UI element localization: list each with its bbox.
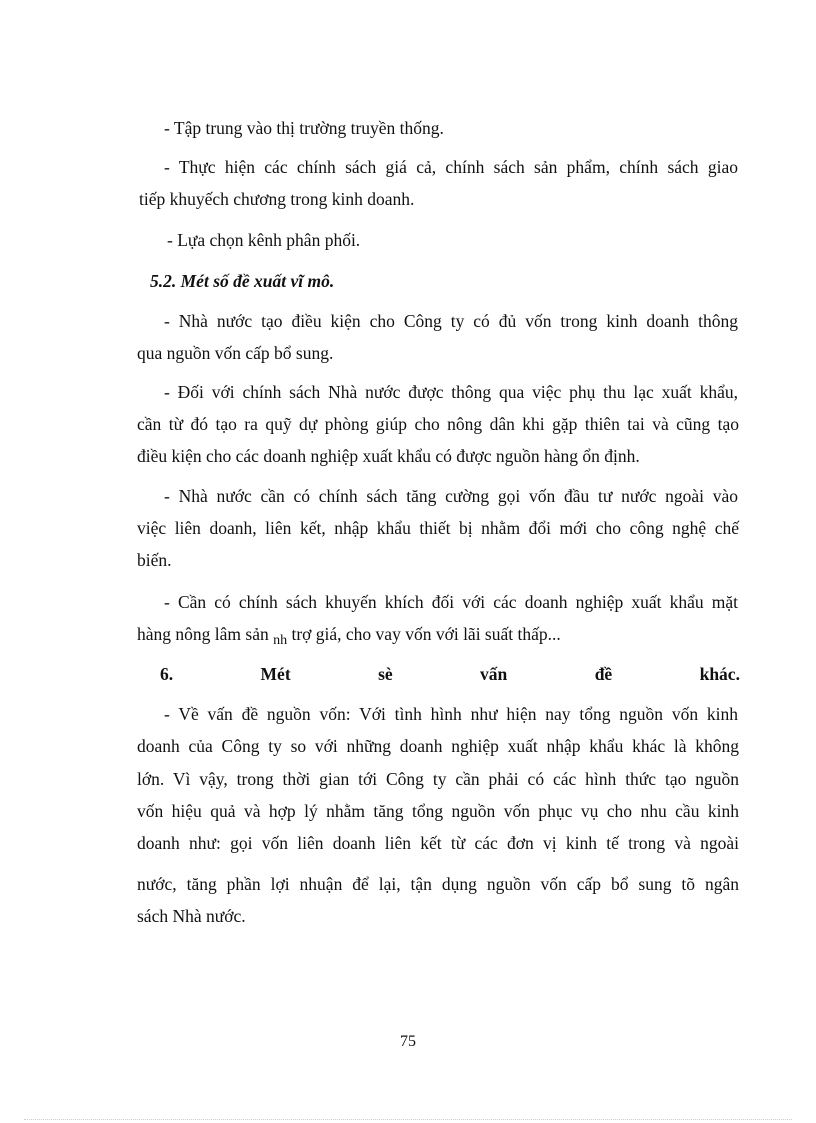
paragraph-line: lớn. Vì vậy, trong thời gian tới Công ty cần phải có các hình thức tạo nguồn: [137, 769, 739, 789]
section-heading-6: [160, 662, 740, 686]
heading-word: Mét: [260, 664, 291, 684]
paragraph-line: - Nhà nước cần có chính sách tăng cường gọi vốn đầu tư nước ngoài vào: [164, 486, 738, 506]
page-bottom-rule: [24, 1119, 792, 1120]
text-segment: hàng nông lâm sản: [137, 624, 269, 644]
paragraph-line: cần từ đó tạo ra quỹ dự phòng giúp cho nông dân khi gặp thiên tai và cũng tạo: [137, 414, 739, 434]
paragraph-line-with-subscript: [137, 622, 739, 649]
page-number: 75: [400, 1033, 416, 1050]
paragraph-line: doanh của Công ty so với những doanh nghiệp xuất nhập khẩu khác là không: [137, 736, 739, 756]
heading-word: 6.: [160, 664, 174, 684]
subscript-fragment: nh: [273, 633, 288, 648]
section-heading-5-2: 5.2. Mét số đề xuất vĩ mô.: [150, 271, 335, 291]
text-segment: trợ giá, cho vay vốn với lãi suất thấp...: [291, 624, 561, 644]
paragraph-line: - Lựa chọn kênh phân phối.: [167, 230, 361, 250]
heading-word: sè: [378, 664, 393, 684]
paragraph-line: doanh như: gọi vốn liên doanh liên kết từ các đơn vị kinh tế trong và ngoài: [137, 833, 739, 853]
paragraph-line: - Thực hiện các chính sách giá cả, chính sách sản phẩm, chính sách giao: [164, 157, 738, 177]
paragraph-line: qua nguồn vốn cấp bổ sung.: [137, 343, 334, 363]
paragraph-line: biến.: [137, 550, 172, 570]
paragraph-line: - Cần có chính sách khuyến khích đối với các doanh nghiệp xuất khẩu mặt: [164, 592, 738, 612]
paragraph-line: - Về vấn đề nguồn vốn: Với tình hình như hiện nay tổng nguồn vốn kinh: [164, 704, 738, 724]
paragraph-line: sách Nhà nước.: [137, 906, 246, 926]
heading-word: khác.: [699, 664, 740, 684]
paragraph-line: - Đối với chính sách Nhà nước được thông qua việc phụ thu lạc xuất khẩu,: [164, 382, 738, 402]
paragraph-line: - Tập trung vào thị trường truyền thống.: [164, 118, 444, 138]
paragraph-line: điều kiện cho các doanh nghiệp xuất khẩu có được nguồn hàng ổn định.: [137, 446, 640, 466]
paragraph-line: vốn hiệu quả và hợp lý nhằm tăng tổng nguồn vốn phục vụ cho nhu cầu kinh: [137, 801, 739, 821]
paragraph-line: việc liên doanh, liên kết, nhập khẩu thiết bị nhằm đổi mới cho công nghệ chế: [137, 518, 739, 538]
paragraph-line: tiếp khuyếch chương trong kinh doanh.: [139, 189, 415, 209]
paragraph-line: nước, tăng phần lợi nhuận để lại, tận dụng nguồn vốn cấp bổ sung tõ ngân: [137, 874, 739, 894]
paragraph-line: - Nhà nước tạo điều kiện cho Công ty có đủ vốn trong kinh doanh thông: [164, 311, 738, 331]
heading-word: đề: [594, 664, 613, 684]
heading-word: vấn: [480, 664, 508, 684]
